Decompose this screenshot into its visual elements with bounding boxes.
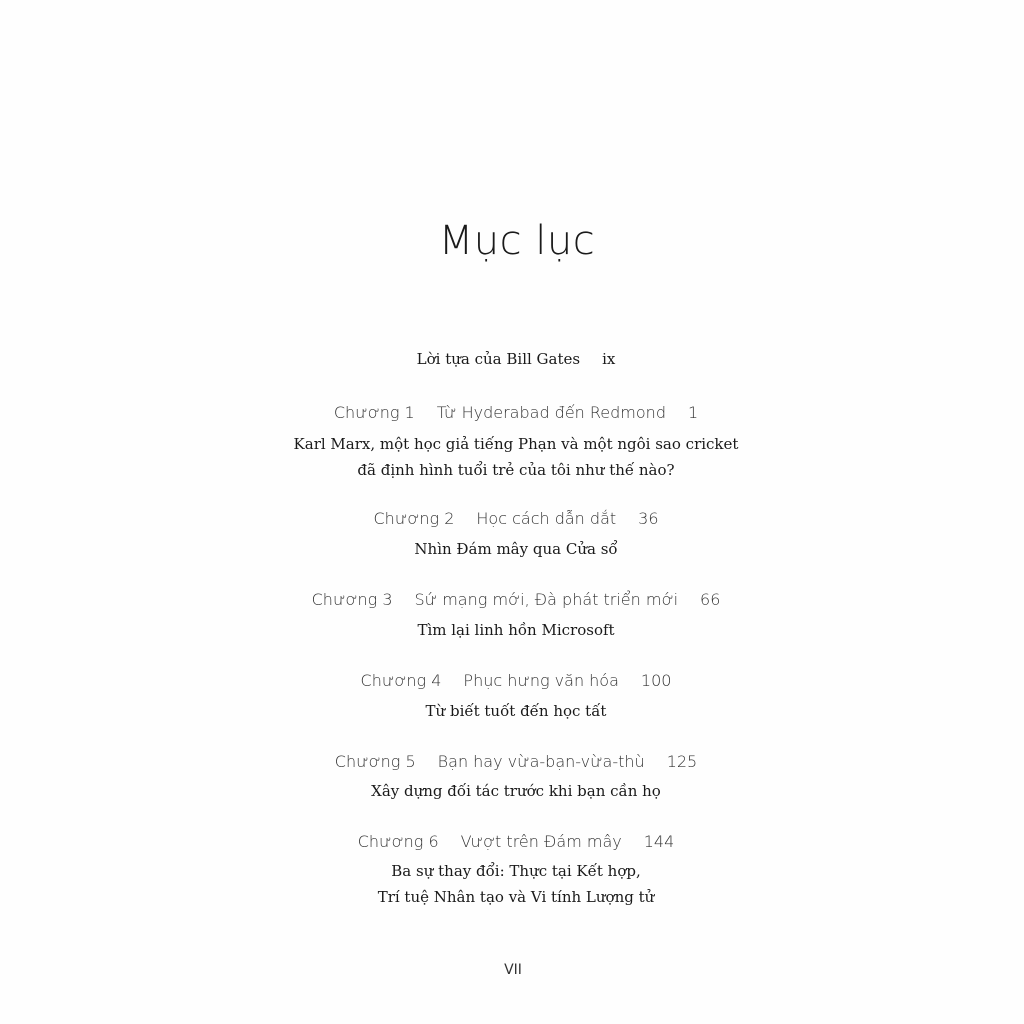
chapter-1-subtitle — [0, 431, 1024, 483]
subtitle-line: Nhìn Đám mây qua Cửa sổ — [414, 540, 618, 558]
chapter-3-subtitle — [0, 617, 1024, 643]
chapter-number: Chương 4 — [360, 671, 442, 690]
chapter-page: 100 — [640, 671, 672, 690]
subtitle-line: Xây dựng đối tác trước khi bạn cần họ — [371, 782, 661, 800]
page-title: Mục lục — [438, 218, 596, 264]
toc-entry-foreword — [0, 350, 1024, 368]
chapter-title: Sứ mạng mới, Đà phát triển mới — [414, 590, 679, 609]
chapter-6-subtitle — [0, 858, 1024, 910]
toc-entry-chapter-6 — [0, 832, 1024, 851]
subtitle-line: Ba sự thay đổi: Thực tại Kết hợp, — [391, 862, 641, 880]
subtitle-line: Từ biết tuốt đến học tất — [425, 702, 607, 720]
toc-entry-chapter-4 — [0, 671, 1024, 690]
chapter-title: Học cách dẫn dắt — [476, 509, 617, 528]
foreword-page: ix — [602, 350, 616, 368]
chapter-page: 66 — [700, 590, 721, 609]
toc-entry-chapter-5 — [0, 752, 1024, 771]
subtitle-line: Tìm lại linh hồn Microsoft — [417, 621, 615, 639]
chapter-title: Từ Hyderabad đến Redmond — [436, 403, 666, 422]
chapter-number: Chương 1 — [333, 403, 415, 422]
chapter-page: 36 — [638, 509, 659, 528]
chapter-2-subtitle — [0, 536, 1024, 562]
chapter-number: Chương 5 — [334, 752, 416, 771]
chapter-title: Phục hưng văn hóa — [463, 671, 619, 690]
chapter-title: Vượt trên Đám mây — [460, 832, 622, 851]
toc-entry-chapter-1 — [0, 403, 1024, 422]
chapter-page: 1 — [687, 403, 699, 422]
foreword-label: Lời tựa của Bill Gates — [416, 350, 581, 368]
chapter-4-subtitle — [0, 698, 1024, 724]
chapter-number: Chương 3 — [311, 590, 393, 609]
chapter-number: Chương 6 — [357, 832, 439, 851]
chapter-5-subtitle — [0, 778, 1024, 804]
toc-entry-chapter-3 — [0, 590, 1024, 609]
subtitle-line: đã định hình tuổi trẻ của tôi như thế nào? — [357, 461, 675, 479]
toc-entry-chapter-2 — [0, 509, 1024, 528]
chapter-number: Chương 2 — [373, 509, 455, 528]
chapter-page: 125 — [666, 752, 698, 771]
subtitle-line: Karl Marx, một học giả tiếng Phạn và một ngôi sao cricket — [293, 435, 739, 453]
chapter-page: 144 — [643, 832, 675, 851]
chapter-title: Bạn hay vừa-bạn-vừa-thù — [437, 752, 645, 771]
page-number: VII — [504, 962, 522, 978]
subtitle-line: Trí tuệ Nhân tạo và Vi tính Lượng tử — [377, 888, 655, 906]
